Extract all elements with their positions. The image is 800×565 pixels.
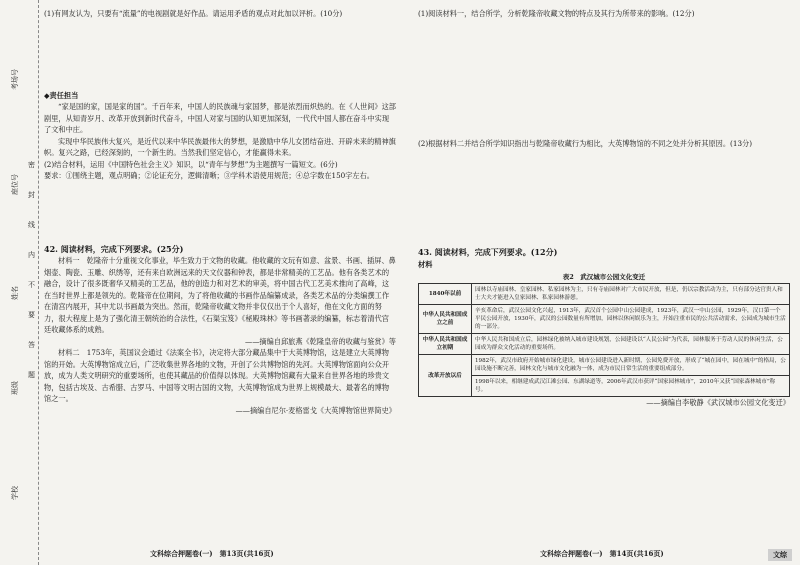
- subject-tag: 文综: [768, 549, 792, 561]
- page-13-footer: 文科综合押题卷(一) 第13页(共16页): [150, 549, 274, 558]
- material-label: 材料: [418, 259, 433, 269]
- seal-char: 答: [28, 341, 35, 349]
- content-cell: 辛亥革命后，武汉公园文化兴起，1913年，武汉首个公园中山公园建成，1923年，武汉一中山公园，1929年，汉口第一个平民公园开放，1930年，武汉的公园数量有所增加，园林以休闲娱乐为主，开始注重市民的公共活动需求，公园成为城市生活的一部分。: [472, 305, 790, 334]
- seal-char: 密: [28, 161, 35, 169]
- period-cell: 改革开放以后: [419, 355, 472, 397]
- content-cell: 中华人民共和国成立后，园林绿化被纳入城市建设规划，公园建设以“人民公园”为代表，园林服务于劳动人民的休闲生活，公园成为群众文化活动的重要场所。: [472, 334, 790, 355]
- seal-char: 封: [28, 191, 35, 199]
- table-row: [419, 334, 790, 355]
- page-13: [44, 8, 396, 416]
- question-43-title: 43. 阅读材料，完成下列要求。(12分): [418, 247, 558, 257]
- margin-label-school: 学校: [11, 486, 19, 500]
- question-42-2: (2)根据材料二并结合所学知识指出与乾隆帝收藏行为相比，大英博物馆的不同之处并分析其原因。(13分): [418, 138, 753, 148]
- binding-margin: [0, 0, 39, 565]
- margin-label-seat: 座位号: [11, 174, 19, 195]
- seal-char: 不: [28, 281, 35, 289]
- hint-paragraph: 实现中华民族伟大复兴，是近代以来中华民族最伟大的梦想，是激励中华儿女团结奋进、开辟未来的精神旗帜。复兴之路，已经深刻的，一个新生的。当然我们坚定信心，才能赢得未来。: [44, 136, 396, 157]
- seal-char: 题: [28, 371, 35, 379]
- margin-label-exam-room: 考场号: [11, 69, 19, 90]
- period-cell: 中华人民共和国成立之前: [419, 305, 472, 334]
- material-2: 材料二 1753年，英国议会通过《法案全书》，决定将大部分藏品集中于大英博物馆，这是建立大英博物馆的开始。大英博物馆成立后，广泛收集世界各地的文物，开创了公共博物馆的先河。大英博物馆面向公众开放，成为人类文明研究的重要场所，也使其藏品的价值得以体现。大英博物馆藏有大量来自世界各地的珍贵文物，包括古埃及、古希腊、古罗马、中国等文明古国的文物，大英博物馆成为世界上规模最大、最著名的博物馆之一。: [44, 348, 390, 403]
- content-cell: 1982年，武汉市政府开始城市绿化建设，城市公园建设进入新时期，公园免费开放，形成了“城在园中，园在城中”的格局，公园设施不断完善，园林文化与城市文化融为一体，成为市民日常生活的重要组成部分。: [472, 355, 790, 376]
- margin-label-class: 班级: [11, 381, 19, 395]
- period-cell: 中华人民共和国成立初期: [419, 334, 472, 355]
- table-row: [419, 284, 790, 305]
- seal-char: 内: [28, 251, 35, 259]
- material-2-source: ——摘编自尼尔·麦格雷戈《大英博物馆世界简史》: [235, 405, 396, 415]
- table-row: [419, 376, 790, 397]
- table-caption: 表2 武汉城市公园文化变迁: [562, 273, 646, 281]
- content-cell: 园林以寺庙园林、皇家园林、私家园林为主，只有寺庙园林对广大市民开放，但是，仍以宗教活动为主，只有部分达官贵人和士大夫才能进入皇家园林、私家园林游憩。: [472, 284, 790, 305]
- material-1-source: ——摘编自邱旅燕《乾隆皇帝的收藏与鉴赏》等: [245, 336, 396, 346]
- table-row: [419, 355, 790, 376]
- question-42-title: 42. 阅读材料，完成下列要求。(25分): [44, 243, 184, 254]
- question-41-2: (2)结合材料，运用《中国特色社会主义》知识，以“青年与梦想”为主题撰写一篇短文。(6分): [44, 159, 338, 169]
- question-42-1: (1)阅读材料一，结合所学，分析乾隆帝收藏文物的特点及其行为所带来的影响。(12分): [418, 9, 695, 18]
- hint-title: ◆责任担当: [44, 90, 79, 100]
- seal-char: 线: [28, 221, 35, 229]
- page-14-footer: 文科综合押题卷(一) 第14页(共16页): [540, 549, 664, 558]
- period-cell: 1840年以前: [419, 284, 472, 305]
- question-41-1-tail: (1)有网友认为，只要有“流量”的电视剧就是好作品。请运用矛盾的观点对此加以评析。(10分): [44, 9, 343, 18]
- page-14: [418, 8, 790, 409]
- table-row: [419, 305, 790, 334]
- table-source: ——摘编自李敬静《武汉城市公园文化变迁》: [646, 398, 790, 407]
- seal-char: 要: [28, 311, 35, 319]
- question-41-2-requirements: 要求：①围绕主题，观点明确；②论证充分，逻辑清晰；③学科术语使用规范；④总字数在150字左右。: [44, 171, 374, 180]
- material-1: 材料一 乾隆帝十分重视文化事业，毕生致力于文物的收藏。他收藏的文玩有如意、盆景、书画、插屏、鼻烟壶、陶瓷、玉雕、织绣等，还有来自欧洲远来的天文仪器和钟表，都是非常精美的工艺品。他有各类艺术的融合，设计了很多既奢华又精美的工艺品，他的创造力和对艺术的审美，将中国古代工艺美术推向了高峰，这在当时世界上都是领先的。乾隆帝在位期间，为了将他收藏的书画作品编纂成录，各类艺术品的分类编撰工作在清宫内展开，其中尤以书画最为突出。然而，乾隆帝收藏文物并非仅仅出于个人喜好，他在文化方面的努力，很大程度上是为了强化清王朝统治的合法性，《石渠宝笈》《秘殿珠林》等书画著录的编纂，标志着清代宫廷收藏体系的成熟。: [44, 256, 396, 334]
- margin-label-name: 姓名: [11, 286, 19, 300]
- content-cell: 1998年以来，相继建成武汉江滩公园、东湖绿道等，2006年武汉市获评“国家园林城市”，2010年又获“国家森林城市”称号。: [472, 376, 790, 397]
- hint-paragraph: “家是国的家，国是家的国”。千百年来，中国人的民族魂与家国梦，都是浓烈而炽热的。在《人世间》这部剧里，从知青岁月、改革开放到新时代奋斗，中国人对家与国的认知更加深刻，一代代中国人都在奋斗中实现了文和中庄。: [44, 102, 396, 134]
- park-culture-table: [418, 283, 790, 397]
